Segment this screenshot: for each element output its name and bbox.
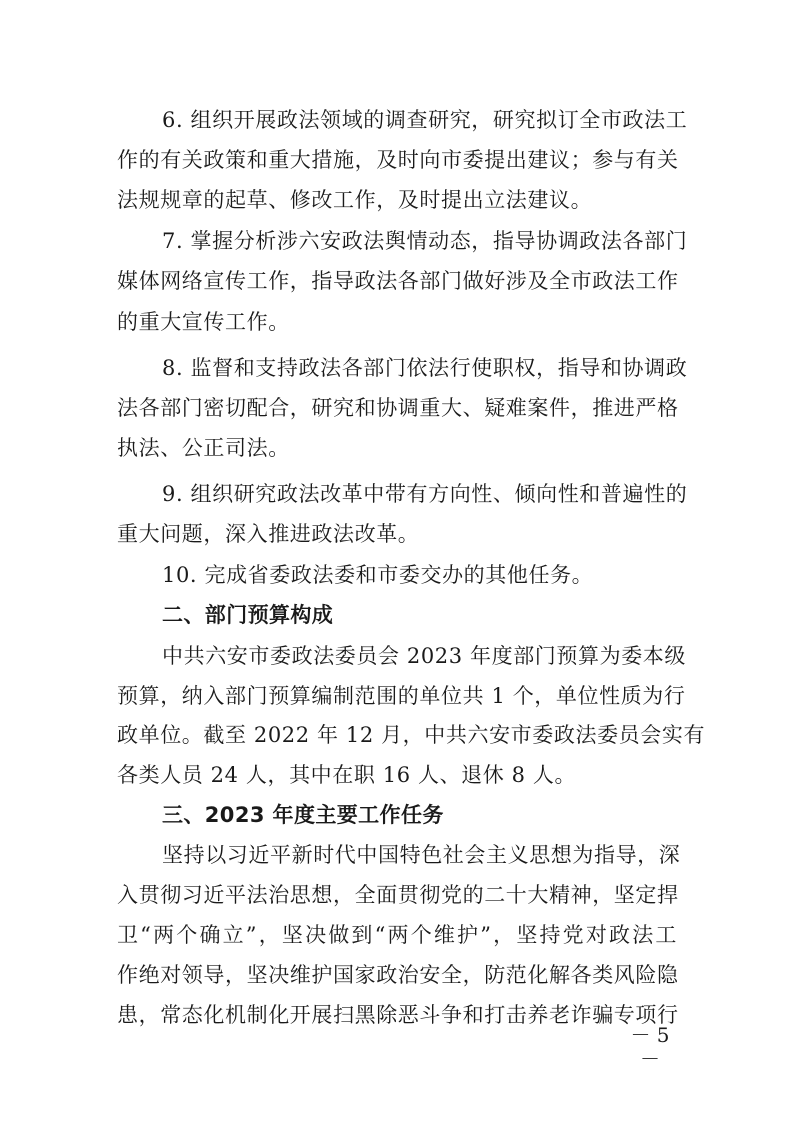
paragraph-line: 的重大宣传工作。 [117,310,290,334]
paragraph-line: 法规规章的起草、修改工作，及时提出立法建议。 [117,188,593,212]
paragraph-line: 坚持以习近平新时代中国特色社会主义思想为指导，深 [162,843,681,867]
section-heading: 三、2023 年度主要工作任务 [162,803,444,827]
paragraph-line: 法各部门密切配合，研究和协调重大、疑难案件，推进严格 [117,396,679,420]
paragraph-line: 6. 组织开展政法领域的调查研究，研究拟订全市政法工 [162,108,688,132]
paragraph-line: 各类人员 24 人，其中在职 16 人、退休 8 人。 [117,763,577,787]
paragraph-line: 卫“两个确立”，坚决做到“两个维护”，坚持党对政法工 [117,923,677,947]
section-heading: 二、部门预算构成 [162,603,334,627]
paragraph-line: 7. 掌握分析涉六安政法舆情动态，指导协调政法各部门 [162,229,688,253]
paragraph-line: 政单位。截至 2022 年 12 月，中共六安市委政法委员会实有 [117,723,706,747]
paragraph-line: 媒体网络宣传工作，指导政法各部门做好涉及全市政法工作 [117,269,679,293]
paragraph-line: 作的有关政策和重大措施，及时向市委提出建议；参与有关 [117,148,679,172]
paragraph-line: 患，常态化机制化开展扫黑除恶斗争和打击养老诈骗专项行 [117,1003,679,1027]
page-number: － 5 － [630,1023,670,1071]
paragraph-line: 入贯彻习近平法治思想，全面贯彻党的二十大精神，坚定捍 [117,883,679,907]
paragraph-line: 预算，纳入部门预算编制范围的单位共 1 个，单位性质为行 [117,684,686,708]
paragraph-line: 执法、公正司法。 [117,436,290,460]
paragraph-line: 10. 完成省委政法委和市委交办的其他任务。 [162,563,594,587]
paragraph-line: 9. 组织研究政法改革中带有方向性、倾向性和普遍性的 [162,482,688,506]
paragraph-line: 作绝对领导，坚决维护国家政治安全，防范化解各类风险隐 [117,963,679,987]
paragraph-line: 中共六安市委政法委员会 2023 年度部门预算为委本级 [162,644,686,668]
paragraph-line: 8. 监督和支持政法各部门依法行使职权，指导和协调政 [162,356,688,380]
paragraph-line: 重大问题，深入推进政法改革。 [117,522,420,546]
